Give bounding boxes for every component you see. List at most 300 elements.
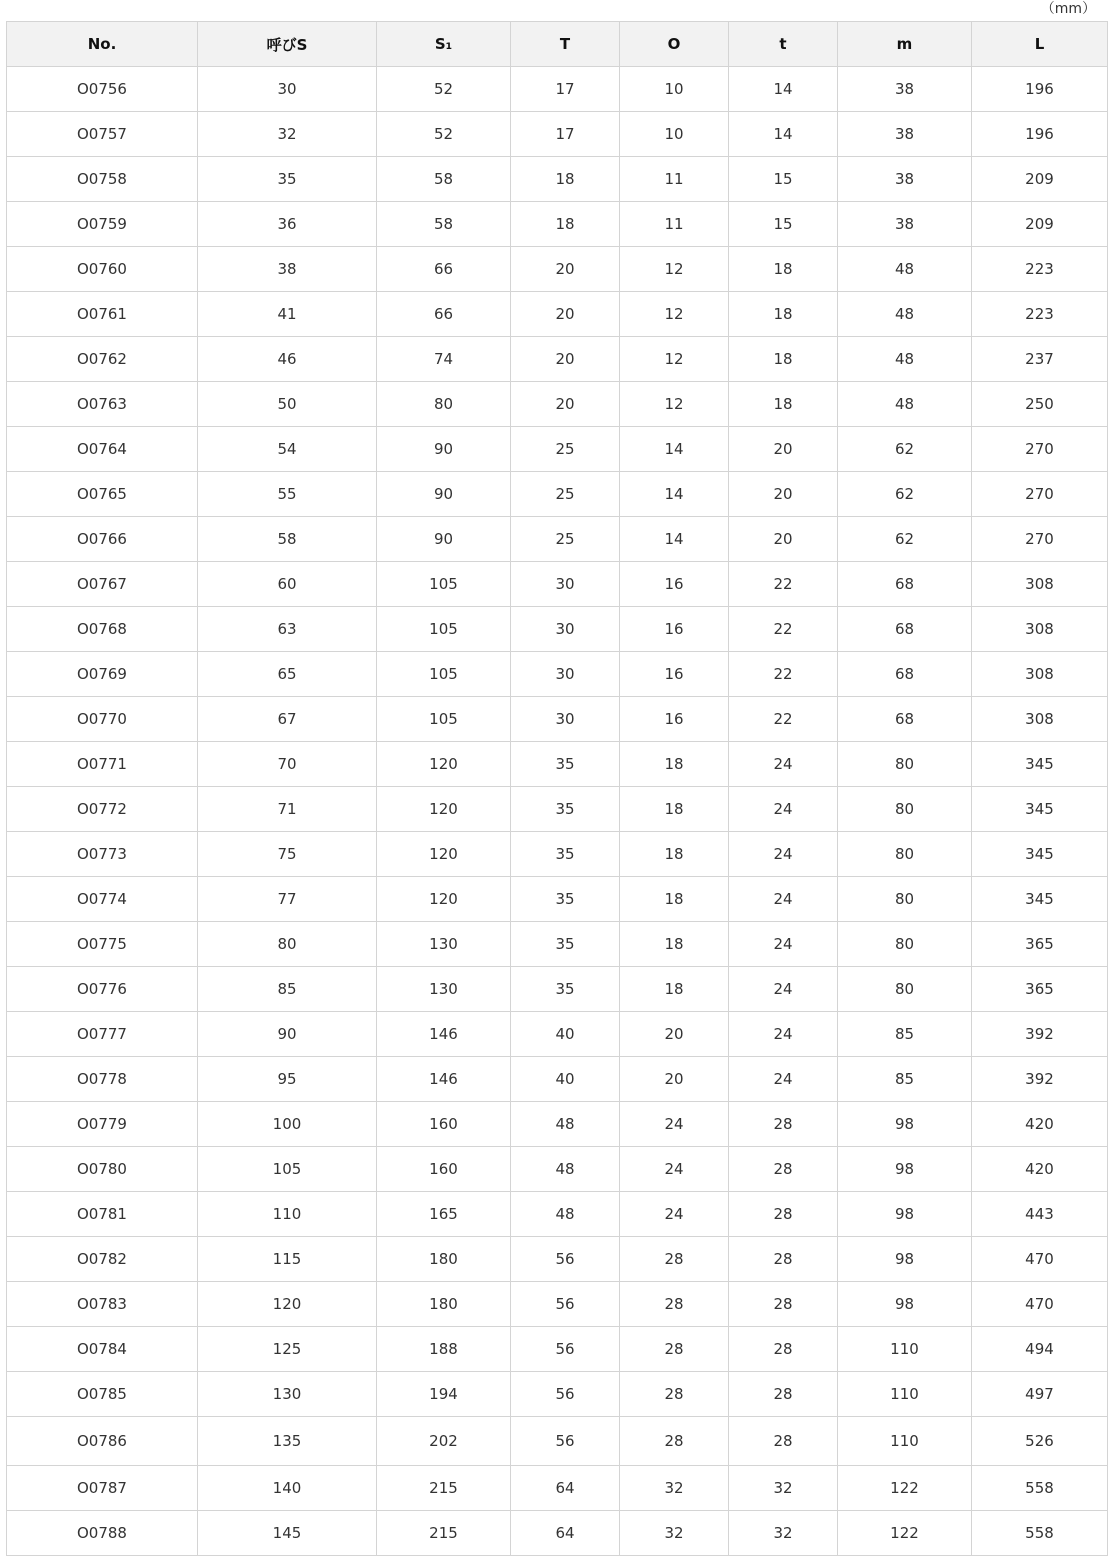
- cell-o: 28: [620, 1237, 729, 1282]
- cell-s1: 146: [377, 1057, 511, 1102]
- cell-t-lower: 24: [729, 877, 838, 922]
- cell-m: 80: [838, 967, 972, 1012]
- cell-o: 16: [620, 607, 729, 652]
- cell-s1: 215: [377, 1466, 511, 1511]
- cell-l: 223: [972, 247, 1108, 292]
- cell-nominal-s: 77: [198, 877, 377, 922]
- cell-t-upper: 48: [511, 1102, 620, 1147]
- cell-m: 80: [838, 922, 972, 967]
- cell-o: 12: [620, 382, 729, 427]
- table-row: [7, 1282, 1108, 1327]
- cell-l: 497: [972, 1372, 1108, 1417]
- cell-o: 12: [620, 292, 729, 337]
- cell-t-upper: 35: [511, 877, 620, 922]
- cell-t-lower: 28: [729, 1147, 838, 1192]
- cell-s1: 90: [377, 472, 511, 517]
- cell-l: 345: [972, 787, 1108, 832]
- table-row: [7, 922, 1108, 967]
- table-row: [7, 697, 1108, 742]
- table-row: [7, 967, 1108, 1012]
- cell-nominal-s: 71: [198, 787, 377, 832]
- cell-l: 270: [972, 517, 1108, 562]
- cell-no: O0762: [7, 337, 198, 382]
- cell-t-lower: 20: [729, 517, 838, 562]
- cell-t-lower: 24: [729, 832, 838, 877]
- cell-s1: 52: [377, 112, 511, 157]
- cell-m: 62: [838, 472, 972, 517]
- cell-l: 237: [972, 337, 1108, 382]
- cell-s1: 120: [377, 877, 511, 922]
- table-row: [7, 427, 1108, 472]
- cell-no: O0776: [7, 967, 198, 1012]
- cell-o: 16: [620, 652, 729, 697]
- cell-l: 270: [972, 472, 1108, 517]
- cell-t-upper: 56: [511, 1372, 620, 1417]
- cell-nominal-s: 130: [198, 1372, 377, 1417]
- cell-s1: 105: [377, 652, 511, 697]
- header-row: [7, 22, 1108, 67]
- cell-o: 28: [620, 1417, 729, 1466]
- cell-m: 38: [838, 112, 972, 157]
- cell-o: 18: [620, 877, 729, 922]
- cell-t-upper: 56: [511, 1327, 620, 1372]
- table-row: [7, 742, 1108, 787]
- cell-o: 11: [620, 202, 729, 247]
- cell-t-lower: 24: [729, 787, 838, 832]
- table-row: [7, 832, 1108, 877]
- cell-t-upper: 18: [511, 157, 620, 202]
- cell-m: 80: [838, 832, 972, 877]
- cell-nominal-s: 55: [198, 472, 377, 517]
- cell-l: 308: [972, 562, 1108, 607]
- cell-o: 14: [620, 517, 729, 562]
- cell-s1: 66: [377, 292, 511, 337]
- cell-m: 48: [838, 292, 972, 337]
- cell-l: 420: [972, 1147, 1108, 1192]
- cell-o: 32: [620, 1511, 729, 1556]
- table-row: [7, 1511, 1108, 1556]
- table-row: [7, 652, 1108, 697]
- cell-t-lower: 24: [729, 922, 838, 967]
- cell-m: 68: [838, 652, 972, 697]
- cell-l: 365: [972, 967, 1108, 1012]
- cell-s1: 58: [377, 157, 511, 202]
- cell-l: 392: [972, 1057, 1108, 1102]
- cell-t-lower: 32: [729, 1466, 838, 1511]
- cell-s1: 180: [377, 1282, 511, 1327]
- cell-t-lower: 20: [729, 472, 838, 517]
- table-row: [7, 517, 1108, 562]
- cell-t-lower: 18: [729, 247, 838, 292]
- cell-o: 32: [620, 1466, 729, 1511]
- table-row: [7, 877, 1108, 922]
- cell-t-lower: 20: [729, 427, 838, 472]
- cell-l: 209: [972, 157, 1108, 202]
- cell-m: 85: [838, 1057, 972, 1102]
- cell-t-upper: 56: [511, 1237, 620, 1282]
- cell-t-upper: 30: [511, 607, 620, 652]
- cell-s1: 74: [377, 337, 511, 382]
- cell-nominal-s: 30: [198, 67, 377, 112]
- cell-t-lower: 14: [729, 67, 838, 112]
- cell-o: 14: [620, 427, 729, 472]
- cell-s1: 90: [377, 517, 511, 562]
- cell-s1: 52: [377, 67, 511, 112]
- cell-m: 48: [838, 337, 972, 382]
- cell-no: O0781: [7, 1192, 198, 1237]
- cell-m: 110: [838, 1417, 972, 1466]
- cell-t-upper: 30: [511, 697, 620, 742]
- cell-m: 62: [838, 517, 972, 562]
- table-row: [7, 247, 1108, 292]
- cell-m: 68: [838, 607, 972, 652]
- cell-l: 392: [972, 1012, 1108, 1057]
- cell-s1: 120: [377, 742, 511, 787]
- table-row: [7, 382, 1108, 427]
- cell-t-lower: 22: [729, 562, 838, 607]
- cell-m: 68: [838, 697, 972, 742]
- cell-s1: 90: [377, 427, 511, 472]
- cell-t-upper: 25: [511, 427, 620, 472]
- cell-t-upper: 35: [511, 967, 620, 1012]
- cell-nominal-s: 50: [198, 382, 377, 427]
- cell-l: 470: [972, 1282, 1108, 1327]
- cell-no: O0766: [7, 517, 198, 562]
- cell-m: 85: [838, 1012, 972, 1057]
- cell-no: O0786: [7, 1417, 198, 1466]
- cell-t-upper: 20: [511, 337, 620, 382]
- cell-o: 18: [620, 787, 729, 832]
- column-header-no: No.: [7, 22, 198, 67]
- cell-t-upper: 56: [511, 1282, 620, 1327]
- cell-nominal-s: 41: [198, 292, 377, 337]
- cell-t-upper: 35: [511, 787, 620, 832]
- cell-s1: 165: [377, 1192, 511, 1237]
- cell-t-lower: 28: [729, 1192, 838, 1237]
- cell-t-upper: 48: [511, 1192, 620, 1237]
- cell-t-upper: 30: [511, 562, 620, 607]
- cell-o: 11: [620, 157, 729, 202]
- cell-o: 12: [620, 247, 729, 292]
- cell-l: 526: [972, 1417, 1108, 1466]
- cell-t-upper: 35: [511, 742, 620, 787]
- cell-s1: 120: [377, 832, 511, 877]
- cell-t-lower: 15: [729, 202, 838, 247]
- cell-t-upper: 20: [511, 292, 620, 337]
- cell-l: 308: [972, 652, 1108, 697]
- cell-s1: 105: [377, 697, 511, 742]
- cell-nominal-s: 85: [198, 967, 377, 1012]
- cell-t-lower: 32: [729, 1511, 838, 1556]
- cell-no: O0763: [7, 382, 198, 427]
- cell-t-lower: 24: [729, 967, 838, 1012]
- cell-l: 345: [972, 877, 1108, 922]
- cell-t-upper: 18: [511, 202, 620, 247]
- cell-no: O0770: [7, 697, 198, 742]
- cell-m: 80: [838, 877, 972, 922]
- cell-t-lower: 18: [729, 382, 838, 427]
- cell-l: 308: [972, 697, 1108, 742]
- cell-t-lower: 24: [729, 742, 838, 787]
- cell-no: O0780: [7, 1147, 198, 1192]
- cell-m: 80: [838, 742, 972, 787]
- cell-o: 24: [620, 1147, 729, 1192]
- cell-l: 558: [972, 1511, 1108, 1556]
- cell-o: 28: [620, 1327, 729, 1372]
- cell-nominal-s: 115: [198, 1237, 377, 1282]
- cell-o: 20: [620, 1012, 729, 1057]
- table-row: [7, 787, 1108, 832]
- cell-s1: 58: [377, 202, 511, 247]
- cell-no: O0787: [7, 1466, 198, 1511]
- cell-nominal-s: 110: [198, 1192, 377, 1237]
- cell-s1: 105: [377, 607, 511, 652]
- cell-no: O0757: [7, 112, 198, 157]
- cell-o: 16: [620, 562, 729, 607]
- cell-nominal-s: 135: [198, 1417, 377, 1466]
- cell-t-lower: 22: [729, 652, 838, 697]
- column-header-t-upper: T: [511, 22, 620, 67]
- cell-s1: 160: [377, 1147, 511, 1192]
- table-row: [7, 1147, 1108, 1192]
- cell-m: 98: [838, 1237, 972, 1282]
- cell-t-upper: 40: [511, 1012, 620, 1057]
- cell-t-lower: 28: [729, 1327, 838, 1372]
- spec-table: [6, 21, 1108, 1556]
- cell-no: O0759: [7, 202, 198, 247]
- table-row: [7, 1057, 1108, 1102]
- cell-nominal-s: 145: [198, 1511, 377, 1556]
- cell-t-lower: 22: [729, 607, 838, 652]
- cell-no: O0774: [7, 877, 198, 922]
- cell-o: 10: [620, 112, 729, 157]
- table-body: [7, 67, 1108, 1556]
- cell-no: O0777: [7, 1012, 198, 1057]
- cell-l: 345: [972, 742, 1108, 787]
- cell-no: O0760: [7, 247, 198, 292]
- cell-nominal-s: 80: [198, 922, 377, 967]
- table-row: [7, 1102, 1108, 1147]
- cell-no: O0775: [7, 922, 198, 967]
- table-row: [7, 562, 1108, 607]
- cell-t-lower: 24: [729, 1012, 838, 1057]
- cell-o: 20: [620, 1057, 729, 1102]
- table-row: [7, 1192, 1108, 1237]
- cell-nominal-s: 35: [198, 157, 377, 202]
- cell-l: 420: [972, 1102, 1108, 1147]
- cell-l: 470: [972, 1237, 1108, 1282]
- cell-o: 24: [620, 1102, 729, 1147]
- cell-l: 250: [972, 382, 1108, 427]
- cell-l: 308: [972, 607, 1108, 652]
- cell-m: 98: [838, 1102, 972, 1147]
- cell-m: 110: [838, 1372, 972, 1417]
- cell-l: 365: [972, 922, 1108, 967]
- cell-m: 80: [838, 787, 972, 832]
- table-row: [7, 67, 1108, 112]
- cell-o: 14: [620, 472, 729, 517]
- cell-nominal-s: 105: [198, 1147, 377, 1192]
- cell-s1: 80: [377, 382, 511, 427]
- cell-t-upper: 20: [511, 382, 620, 427]
- cell-t-upper: 20: [511, 247, 620, 292]
- cell-s1: 202: [377, 1417, 511, 1466]
- cell-nominal-s: 54: [198, 427, 377, 472]
- table-row: [7, 337, 1108, 382]
- cell-s1: 160: [377, 1102, 511, 1147]
- cell-t-lower: 28: [729, 1282, 838, 1327]
- cell-m: 68: [838, 562, 972, 607]
- cell-l: 558: [972, 1466, 1108, 1511]
- cell-no: O0778: [7, 1057, 198, 1102]
- cell-s1: 215: [377, 1511, 511, 1556]
- table-row: [7, 202, 1108, 247]
- cell-t-upper: 64: [511, 1511, 620, 1556]
- table-row: [7, 1237, 1108, 1282]
- cell-m: 98: [838, 1192, 972, 1237]
- cell-no: O0772: [7, 787, 198, 832]
- cell-no: O0785: [7, 1372, 198, 1417]
- table-row: [7, 607, 1108, 652]
- cell-s1: 188: [377, 1327, 511, 1372]
- table-row: [7, 1327, 1108, 1372]
- cell-l: 196: [972, 112, 1108, 157]
- table-row: [7, 472, 1108, 517]
- cell-nominal-s: 60: [198, 562, 377, 607]
- cell-no: O0769: [7, 652, 198, 697]
- cell-t-upper: 25: [511, 472, 620, 517]
- cell-nominal-s: 100: [198, 1102, 377, 1147]
- cell-o: 16: [620, 697, 729, 742]
- cell-t-lower: 18: [729, 337, 838, 382]
- cell-t-lower: 22: [729, 697, 838, 742]
- cell-m: 98: [838, 1282, 972, 1327]
- cell-t-lower: 15: [729, 157, 838, 202]
- cell-no: O0764: [7, 427, 198, 472]
- cell-nominal-s: 38: [198, 247, 377, 292]
- cell-t-lower: 28: [729, 1417, 838, 1466]
- cell-no: O0768: [7, 607, 198, 652]
- cell-t-lower: 18: [729, 292, 838, 337]
- cell-t-upper: 17: [511, 67, 620, 112]
- cell-t-upper: 40: [511, 1057, 620, 1102]
- cell-nominal-s: 140: [198, 1466, 377, 1511]
- cell-t-upper: 35: [511, 832, 620, 877]
- table-row: [7, 1012, 1108, 1057]
- column-header-l: L: [972, 22, 1108, 67]
- cell-l: 209: [972, 202, 1108, 247]
- cell-nominal-s: 70: [198, 742, 377, 787]
- cell-nominal-s: 75: [198, 832, 377, 877]
- unit-note: （mm）: [1040, 1, 1096, 17]
- cell-o: 28: [620, 1282, 729, 1327]
- cell-no: O0782: [7, 1237, 198, 1282]
- cell-nominal-s: 67: [198, 697, 377, 742]
- cell-o: 18: [620, 832, 729, 877]
- cell-t-upper: 35: [511, 922, 620, 967]
- column-header-t-lower: t: [729, 22, 838, 67]
- cell-l: 345: [972, 832, 1108, 877]
- cell-s1: 130: [377, 967, 511, 1012]
- cell-o: 18: [620, 922, 729, 967]
- cell-s1: 120: [377, 787, 511, 832]
- cell-o: 18: [620, 967, 729, 1012]
- cell-nominal-s: 90: [198, 1012, 377, 1057]
- cell-s1: 180: [377, 1237, 511, 1282]
- cell-t-lower: 14: [729, 112, 838, 157]
- cell-no: O0784: [7, 1327, 198, 1372]
- cell-t-lower: 28: [729, 1237, 838, 1282]
- cell-t-upper: 30: [511, 652, 620, 697]
- column-header-o: O: [620, 22, 729, 67]
- cell-m: 110: [838, 1327, 972, 1372]
- cell-m: 48: [838, 247, 972, 292]
- cell-t-lower: 28: [729, 1102, 838, 1147]
- cell-no: O0767: [7, 562, 198, 607]
- cell-nominal-s: 125: [198, 1327, 377, 1372]
- cell-nominal-s: 65: [198, 652, 377, 697]
- cell-o: 18: [620, 742, 729, 787]
- table-row: [7, 1417, 1108, 1466]
- cell-o: 10: [620, 67, 729, 112]
- cell-no: O0765: [7, 472, 198, 517]
- cell-t-lower: 28: [729, 1372, 838, 1417]
- table-row: [7, 157, 1108, 202]
- cell-m: 122: [838, 1511, 972, 1556]
- column-header-s1: S₁: [377, 22, 511, 67]
- cell-o: 28: [620, 1372, 729, 1417]
- cell-s1: 66: [377, 247, 511, 292]
- cell-l: 223: [972, 292, 1108, 337]
- cell-l: 196: [972, 67, 1108, 112]
- cell-s1: 146: [377, 1012, 511, 1057]
- cell-t-lower: 24: [729, 1057, 838, 1102]
- cell-no: O0779: [7, 1102, 198, 1147]
- cell-s1: 105: [377, 562, 511, 607]
- cell-m: 38: [838, 202, 972, 247]
- cell-no: O0758: [7, 157, 198, 202]
- cell-nominal-s: 46: [198, 337, 377, 382]
- cell-s1: 194: [377, 1372, 511, 1417]
- cell-m: 122: [838, 1466, 972, 1511]
- cell-no: O0783: [7, 1282, 198, 1327]
- cell-m: 62: [838, 427, 972, 472]
- cell-no: O0756: [7, 67, 198, 112]
- cell-nominal-s: 95: [198, 1057, 377, 1102]
- cell-l: 443: [972, 1192, 1108, 1237]
- cell-nominal-s: 32: [198, 112, 377, 157]
- cell-no: O0761: [7, 292, 198, 337]
- cell-nominal-s: 63: [198, 607, 377, 652]
- cell-m: 98: [838, 1147, 972, 1192]
- column-header-m: m: [838, 22, 972, 67]
- cell-no: O0771: [7, 742, 198, 787]
- cell-o: 24: [620, 1192, 729, 1237]
- cell-t-upper: 56: [511, 1417, 620, 1466]
- cell-o: 12: [620, 337, 729, 382]
- table-row: [7, 1372, 1108, 1417]
- table-row: [7, 1466, 1108, 1511]
- cell-nominal-s: 36: [198, 202, 377, 247]
- table-row: [7, 292, 1108, 337]
- cell-no: O0788: [7, 1511, 198, 1556]
- cell-no: O0773: [7, 832, 198, 877]
- cell-l: 494: [972, 1327, 1108, 1372]
- cell-t-upper: 25: [511, 517, 620, 562]
- cell-t-upper: 48: [511, 1147, 620, 1192]
- cell-m: 38: [838, 157, 972, 202]
- column-header-nominal-s: 呼びS: [198, 22, 377, 67]
